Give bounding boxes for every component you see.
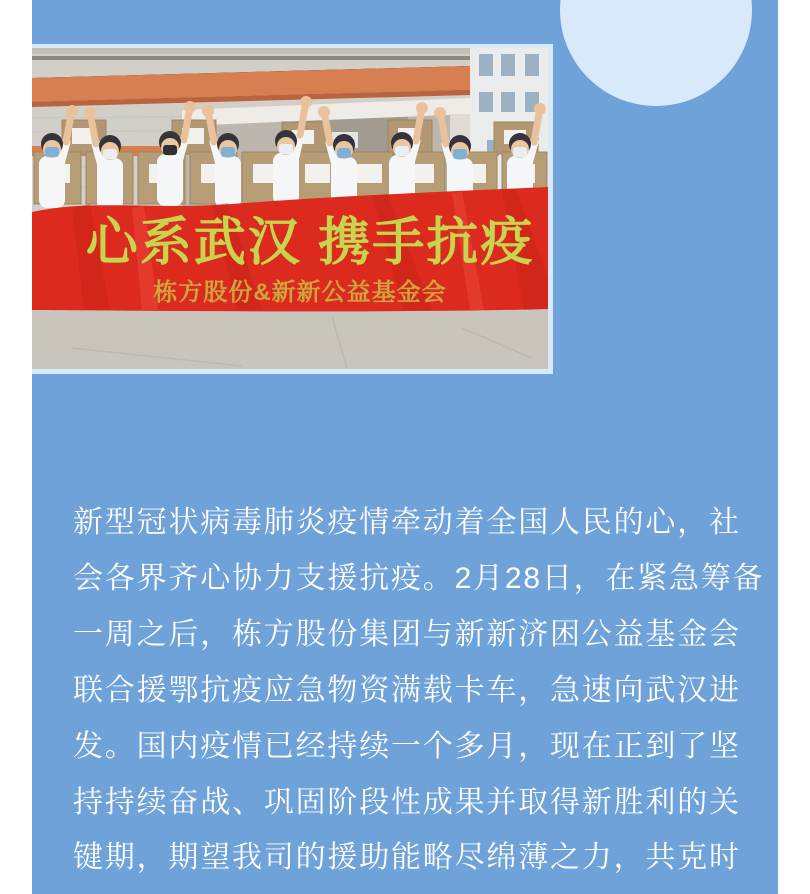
donation-photo xyxy=(32,44,553,374)
decorative-circle xyxy=(560,0,752,106)
article-body xyxy=(73,495,773,886)
article-line: 新型冠状病毒肺炎疫情牵动着全国人民的心，社 xyxy=(73,506,741,539)
article-line: 会各界齐心协力支援抗疫。2月28日，在紧急筹备 xyxy=(73,561,765,595)
banner-subline: 栋方股份&新新公益基金会 xyxy=(153,279,447,306)
donation-photo-scene xyxy=(32,48,548,369)
article-line: 联合援鄂抗疫应急物资满载卡车，急速向武汉进 xyxy=(73,673,741,707)
article-line: 发。国内疫情已经持续一个多月，现在正到了坚 xyxy=(73,729,741,763)
pavement xyxy=(32,306,548,369)
article-line: 持持续奋战、巩固阶段性成果并取得新胜利的关 xyxy=(73,785,741,819)
article-panel xyxy=(32,0,778,894)
article-line: 一周之后，栋方股份集团与新新济困公益基金会 xyxy=(73,617,741,651)
article-line: 键期，期望我司的援助能略尽绵薄之力，共克时 xyxy=(73,841,741,875)
donation-banner xyxy=(32,187,548,311)
banner-headline: 心系武汉 携手抗疫 xyxy=(85,214,535,272)
